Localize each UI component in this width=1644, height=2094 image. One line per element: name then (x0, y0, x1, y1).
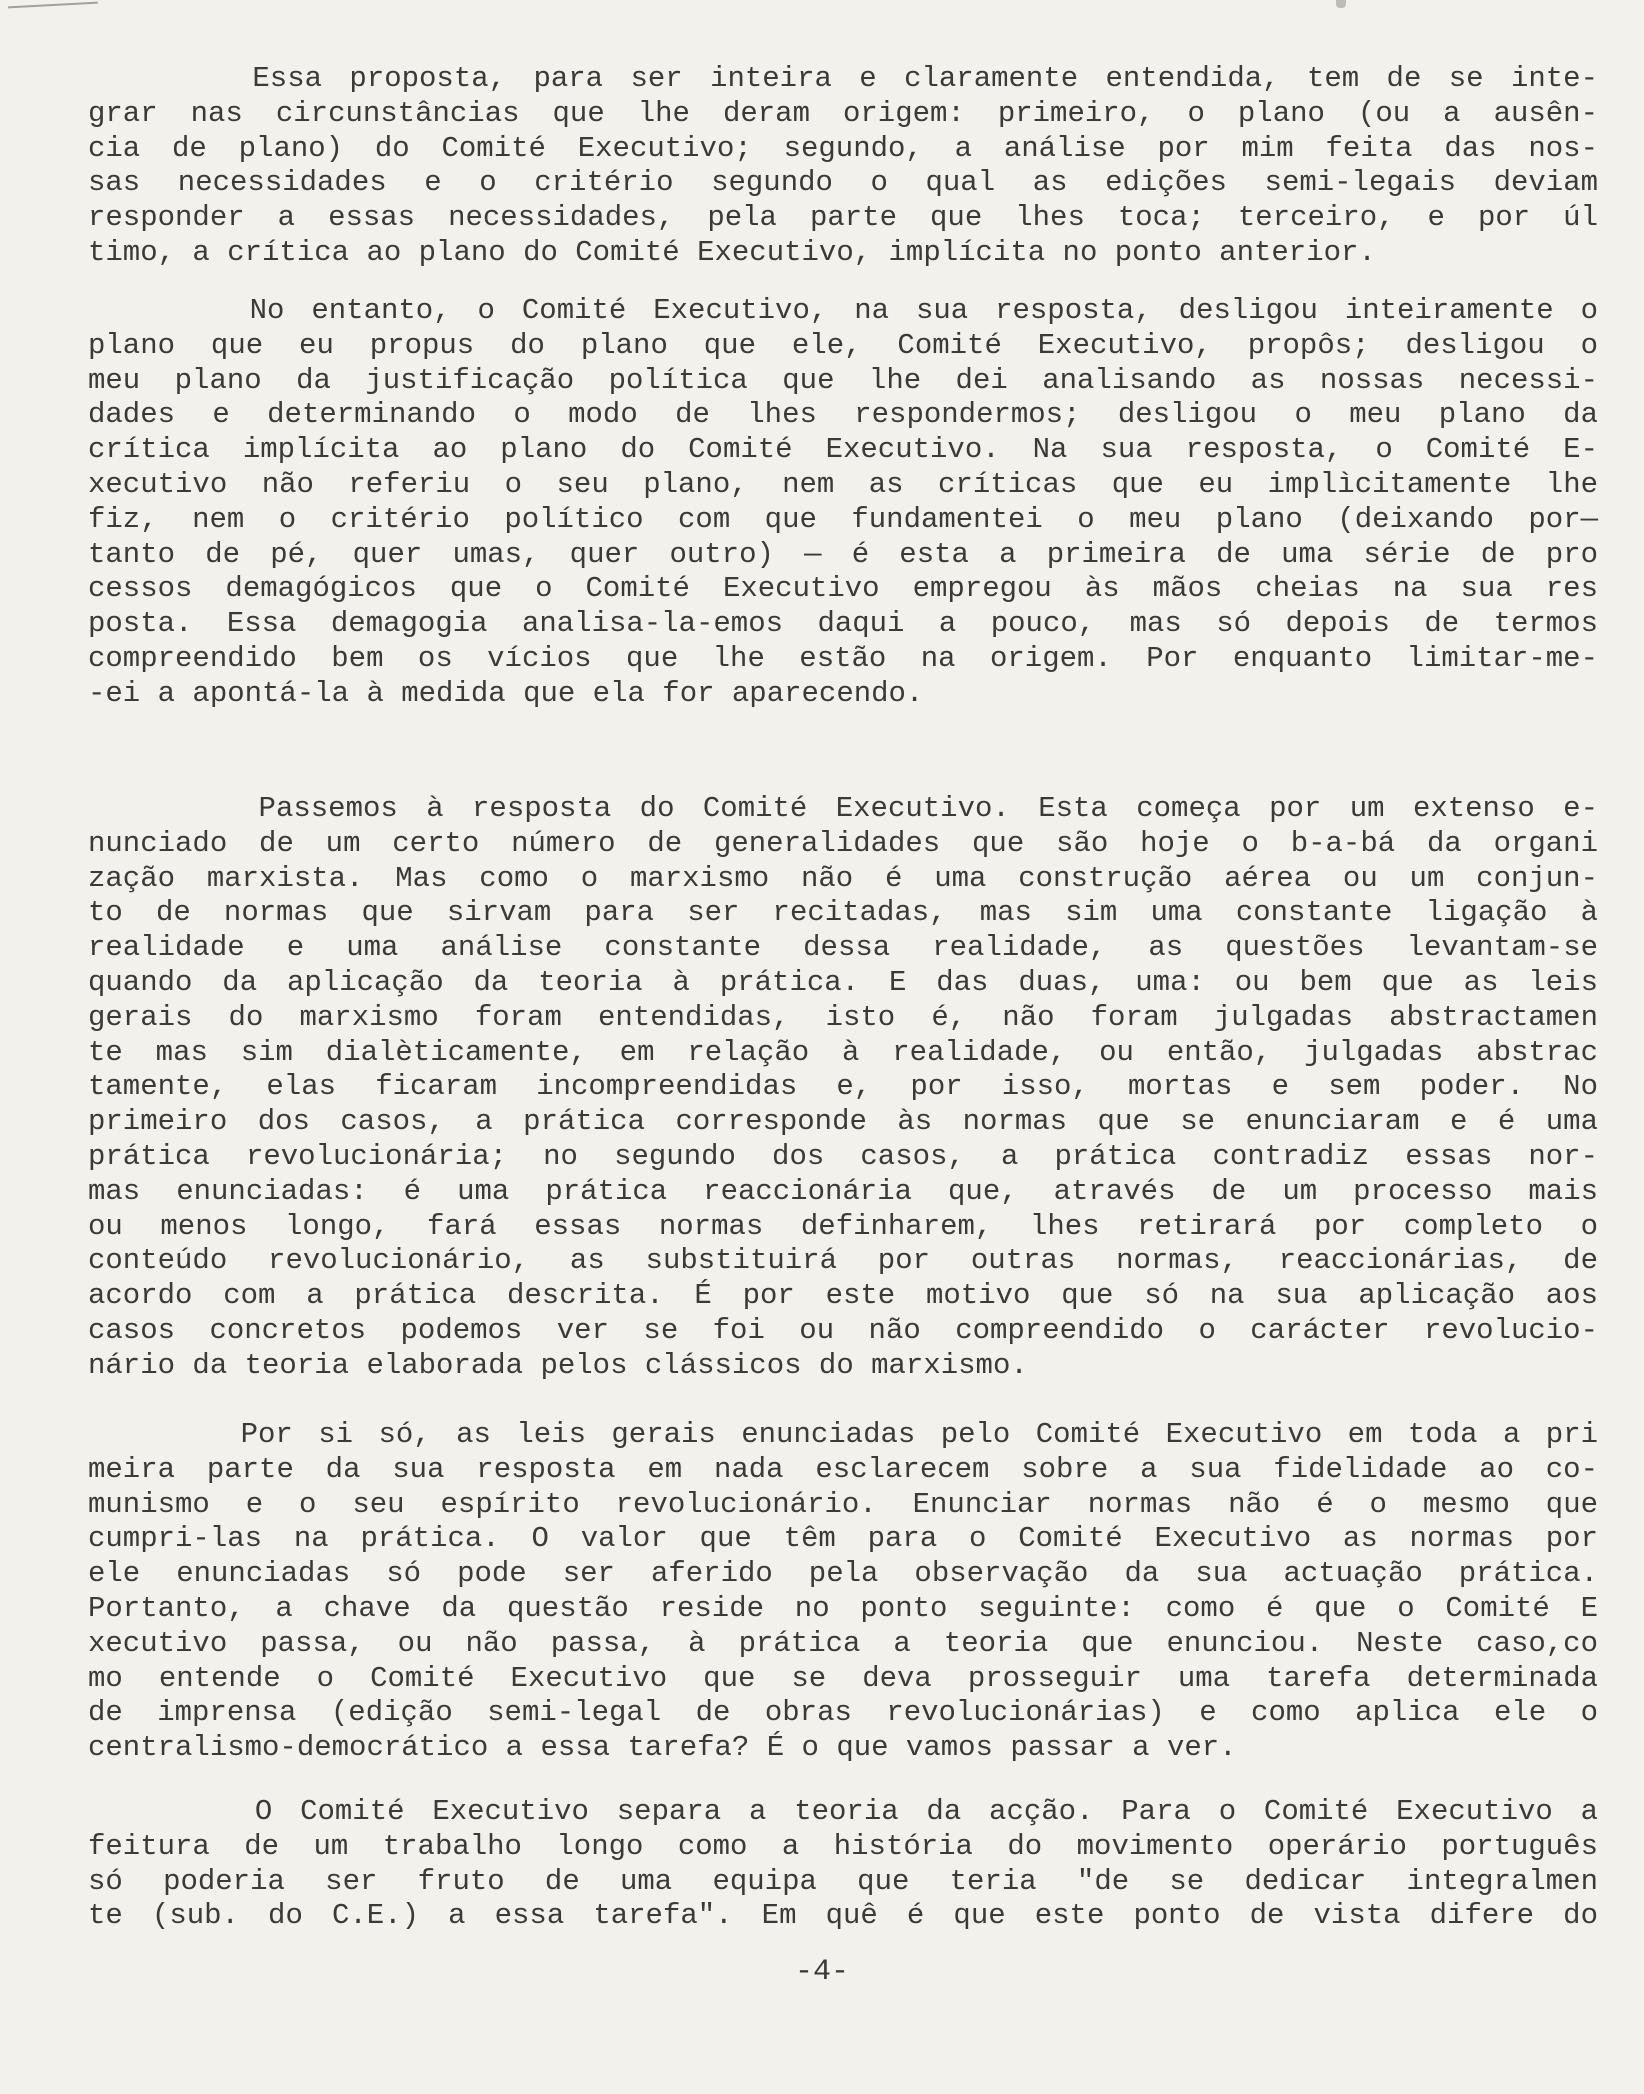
text-line: Portanto, a chave da questão reside no ponto seguinte: como é que o Comité E (88, 1591, 1598, 1625)
text-line: ele enunciadas só pode ser aferido pela observação da sua actuação prática. (88, 1557, 1598, 1591)
text-line: zação marxista. Mas como o marxismo não é uma construção aérea ou um conjun- (88, 861, 1598, 895)
paragraph-1 (88, 62, 1598, 271)
text-line: Essa proposta, para ser inteira e claramente entendida, tem de se inte- (88, 62, 1598, 95)
text-line: xecutivo passa, ou não passa, à prática a teoria que enunciou. Neste caso,co (88, 1626, 1598, 1660)
text-line: No entanto, o Comité Executivo, na sua resposta, desligou inteiramente o (88, 294, 1598, 327)
text-line: conteúdo revolucionário, as substituirá por outras normas, reaccionárias, de (88, 1244, 1598, 1278)
text-line: mo entende o Comité Executivo que se deva prosseguir uma tarefa determinada (88, 1661, 1598, 1695)
text-line: centralismo-democrático a essa tarefa? É o que vamos passar a ver. (88, 1731, 1237, 1765)
text-line: dades e determinando o modo de lhes respondermos; desligou o meu plano da (88, 398, 1598, 432)
text-line: meira parte da sua resposta em nada esclarecem sobre a sua fidelidade ao co- (88, 1452, 1598, 1486)
text-line: -ei a apontá-la à medida que ela for aparecendo. (88, 676, 924, 710)
text-line: xecutivo não referiu o seu plano, nem as críticas que eu implìcitamente lhe (88, 467, 1598, 501)
text-line: prática revolucionária; no segundo dos casos, a prática contradiz essas nor- (88, 1139, 1598, 1173)
text-line: to de normas que sirvam para ser recitadas, mas sim uma constante ligação à (88, 896, 1598, 930)
text-line: casos concretos podemos ver se foi ou não compreendido o carácter revolucio- (88, 1313, 1598, 1347)
text-line: Por si só, as leis gerais enunciadas pelo Comité Executivo em toda a pri (88, 1418, 1598, 1451)
text-line: quando da aplicação da teoria à prática. E das duas, uma: ou bem que as leis (88, 965, 1598, 999)
text-line: cessos demagógicos que o Comité Executivo empregou às mãos cheias na sua res (88, 572, 1598, 606)
text-line: plano que eu propus do plano que ele, Comité Executivo, propôs; desligou o (88, 328, 1598, 362)
text-line: O Comité Executivo separa a teoria da acção. Para o Comité Executivo a (88, 1795, 1598, 1828)
text-line: nário da teoria elaborada pelos clássicos do marxismo. (88, 1348, 1028, 1382)
paragraph-5 (88, 1795, 1598, 1934)
page-number: -4- (794, 1955, 849, 1989)
text-line: timo, a crítica ao plano do Comité Executivo, implícita no ponto anterior. (88, 235, 1376, 269)
text-line: nunciado de um certo número de generalidades que são hoje o b-a-bá da organi (88, 826, 1598, 860)
text-line: gerais do marxismo foram entendidas, isto é, não foram julgadas abstractamen (88, 1000, 1598, 1034)
text-line: acordo com a prática descrita. É por este motivo que só na sua aplicação aos (88, 1279, 1598, 1313)
text-line: realidade e uma análise constante dessa realidade, as questões levantam-se (88, 931, 1598, 965)
text-line: de imprensa (edição semi-legal de obras revolucionárias) e como aplica ele o (88, 1696, 1598, 1730)
text-line: tamente, elas ficaram incompreendidas e, por isso, mortas e sem poder. No (88, 1070, 1598, 1104)
corner-pen-mark (8, 2, 98, 11)
text-line: cia de plano) do Comité Executivo; segundo, a análise por mim feita das nos- (88, 131, 1598, 165)
text-line: compreendido bem os vícios que lhe estão na origem. Por enquanto limitar-me- (88, 641, 1598, 675)
text-line: responder a essas necessidades, pela parte que lhes toca; terceiro, e por úl (88, 201, 1598, 235)
text-line: te mas sim dialèticamente, em relação à realidade, ou então, julgadas abstrac (88, 1035, 1598, 1069)
paragraph-4 (88, 1418, 1598, 1766)
text-line: mas enunciadas: é uma prática reaccionária que, através de um processo mais (88, 1174, 1598, 1208)
text-line: sas necessidades e o critério segundo o qual as edições semi-legais deviam (88, 166, 1598, 200)
text-line: tanto de pé, quer umas, quer outro) — é esta a primeira de uma série de pro (88, 537, 1598, 571)
text-line: crítica implícita ao plano do Comité Executivo. Na sua resposta, o Comité E- (88, 433, 1598, 467)
paragraph-3 (88, 792, 1598, 1384)
text-line: te (sub. do C.E.) a essa tarefa". Em quê é que este ponto de vista difere do (88, 1899, 1598, 1933)
text-line: grar nas circunstâncias que lhe deram origem: primeiro, o plano (ou a ausên- (88, 96, 1598, 130)
text-line: ou menos longo, fará essas normas definharem, lhes retirará por completo o (88, 1209, 1598, 1243)
text-line: primeiro dos casos, a prática corresponde às normas que se enunciaram e é uma (88, 1105, 1598, 1139)
top-margin-mark (1336, 0, 1346, 8)
paragraph-2 (88, 294, 1598, 712)
text-line: só poderia ser fruto de uma equipa que teria "de se dedicar integralmen (88, 1864, 1598, 1898)
text-line: Passemos à resposta do Comité Executivo. Esta começa por um extenso e- (88, 792, 1598, 825)
text-line: posta. Essa demagogia analisa-la-emos daqui a pouco, mas só depois de termos (88, 607, 1598, 641)
text-line: meu plano da justificação política que lhe dei analisando as nossas necessi- (88, 363, 1598, 397)
text-line: munismo e o seu espírito revolucionário. Enunciar normas não é o mesmo que (88, 1487, 1598, 1521)
text-line: fiz, nem o critério político com que fundamentei o meu plano (deixando por— (88, 502, 1598, 536)
text-line: cumpri-las na prática. O valor que têm para o Comité Executivo as normas por (88, 1522, 1598, 1556)
text-line: feitura de um trabalho longo como a história do movimento operário português (88, 1829, 1598, 1863)
